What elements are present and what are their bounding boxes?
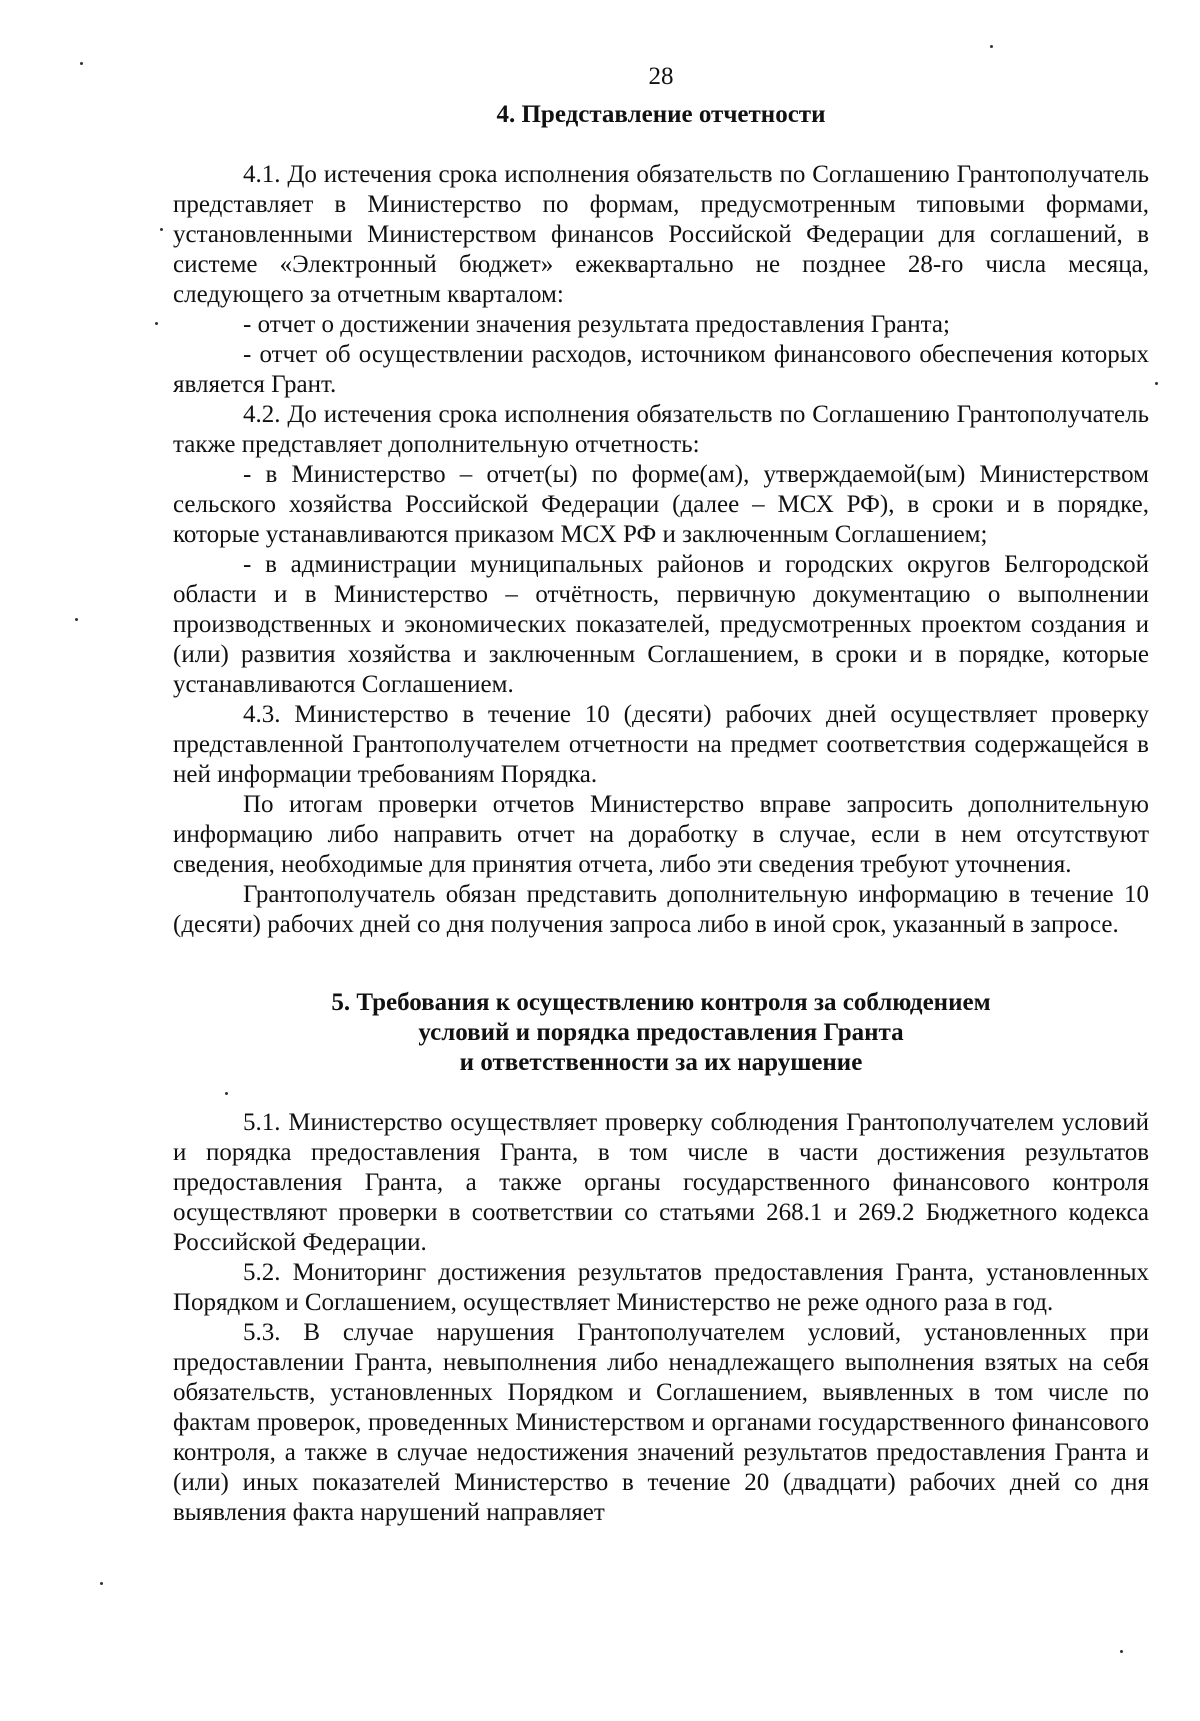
scan-speck: [100, 1582, 103, 1585]
paragraph-4-1: 4.1. До истечения срока исполнения обязательств по Соглашению Грантополучатель представляет в Министерство по формам, предусмотренным типовыми формами, установленными Министерством финансов Российской Федерации для соглашений, в системе «Электронный бюджет» ежеквартально не позднее 28-го числа месяца, следующего за отчетным кварталом:: [173, 161, 1149, 308]
scan-speck: [155, 322, 158, 325]
scan-speck: [990, 45, 993, 48]
page-number: 28: [648, 63, 674, 90]
section-5-title-line: и ответственности за их нарушение: [459, 1049, 863, 1076]
paragraph-4-2-item-1: - в Министерство – отчет(ы) по форме(ам), утверждаемой(ым) Министерством сельского хозяйства Российской Федерации (далее – МСХ РФ), в сроки и в порядке, которые устанавливаются приказом МСХ РФ и заключенным Соглашением;: [173, 461, 1149, 548]
scan-speck: [80, 62, 83, 65]
paragraph-5-3: 5.3. В случае нарушения Грантополучателем условий, установленных при предоставлении Гранта, невыполнения либо ненадлежащего выполнения взятых на себя обязательств, установленных Порядком и Соглашением, выявленных в том числе по фактам проверок, проведенных Министерством и органами государственного финансового контроля, а также в случае недостижения значений результатов предоставления Гранта и (или) иных показателей Министерство в течение 20 (двадцати) рабочих дней со дня выявления факта нарушений направляет: [173, 1319, 1149, 1526]
scan-speck: [160, 228, 163, 231]
scan-speck: [1120, 1650, 1123, 1653]
document-content: [173, 62, 1149, 1528]
section-4-title: 4. Представление отчетности: [496, 101, 826, 128]
paragraph-4-1-item-1: - отчет о достижении значения результата предоставления Гранта;: [243, 311, 950, 338]
paragraph-4-2-item-2: - в администрации муниципальных районов и городских округов Белгородской области и в Министерство – отчётность, первичную документацию о выполнении производственных и экономических показателей, предусмотренных проектом создания и (или) развития хозяйства и заключенным Соглашением, в сроки и в порядке, которые устанавливаются Соглашением.: [173, 551, 1149, 698]
paragraph-4-1-item-2: - отчет об осуществлении расходов, источником финансового обеспечения которых является Грант.: [173, 341, 1149, 398]
paragraph-4-3-obligation: Грантополучатель обязан представить дополнительную информацию в течение 10 (десяти) рабочих дней со дня получения запроса либо в иной срок, указанный в запросе.: [173, 881, 1149, 938]
paragraph-4-2: 4.2. До истечения срока исполнения обязательств по Соглашению Грантополучатель также представляет дополнительную отчетность:: [173, 401, 1149, 458]
scan-speck: [1155, 382, 1158, 385]
section-5-title-line: условий и порядка предоставления Гранта: [418, 1019, 904, 1046]
paragraph-5-1: 5.1. Министерство осуществляет проверку соблюдения Грантополучателем условий и порядка предоставления Гранта, в том числе в части достижения результатов предоставления Гранта, а также органы государственного финансового контроля осуществляют проверки в соответствии со статьями 268.1 и 269.2 Бюджетного кодекса Российской Федерации.: [173, 1109, 1149, 1256]
scan-speck: [75, 618, 78, 621]
paragraph-4-3: 4.3. Министерство в течение 10 (десяти) рабочих дней осуществляет проверку представленной Грантополучателем отчетности на предмет соответствия содержащейся в ней информации требованиям Порядка.: [173, 701, 1149, 788]
paragraph-5-2: 5.2. Мониторинг достижения результатов предоставления Гранта, установленных Порядком и Соглашением, осуществляет Министерство не реже одного раза в год.: [173, 1259, 1149, 1316]
paragraph-4-3-review: По итогам проверки отчетов Министерство вправе запросить дополнительную информацию либо направить отчет на доработку в случае, если в нем отсутствуют сведения, необходимые для принятия отчета, либо эти сведения требуют уточнения.: [173, 791, 1149, 878]
section-5-title-line: 5. Требования к осуществлению контроля за соблюдением: [331, 989, 991, 1016]
section-5-title: [173, 988, 1149, 1078]
